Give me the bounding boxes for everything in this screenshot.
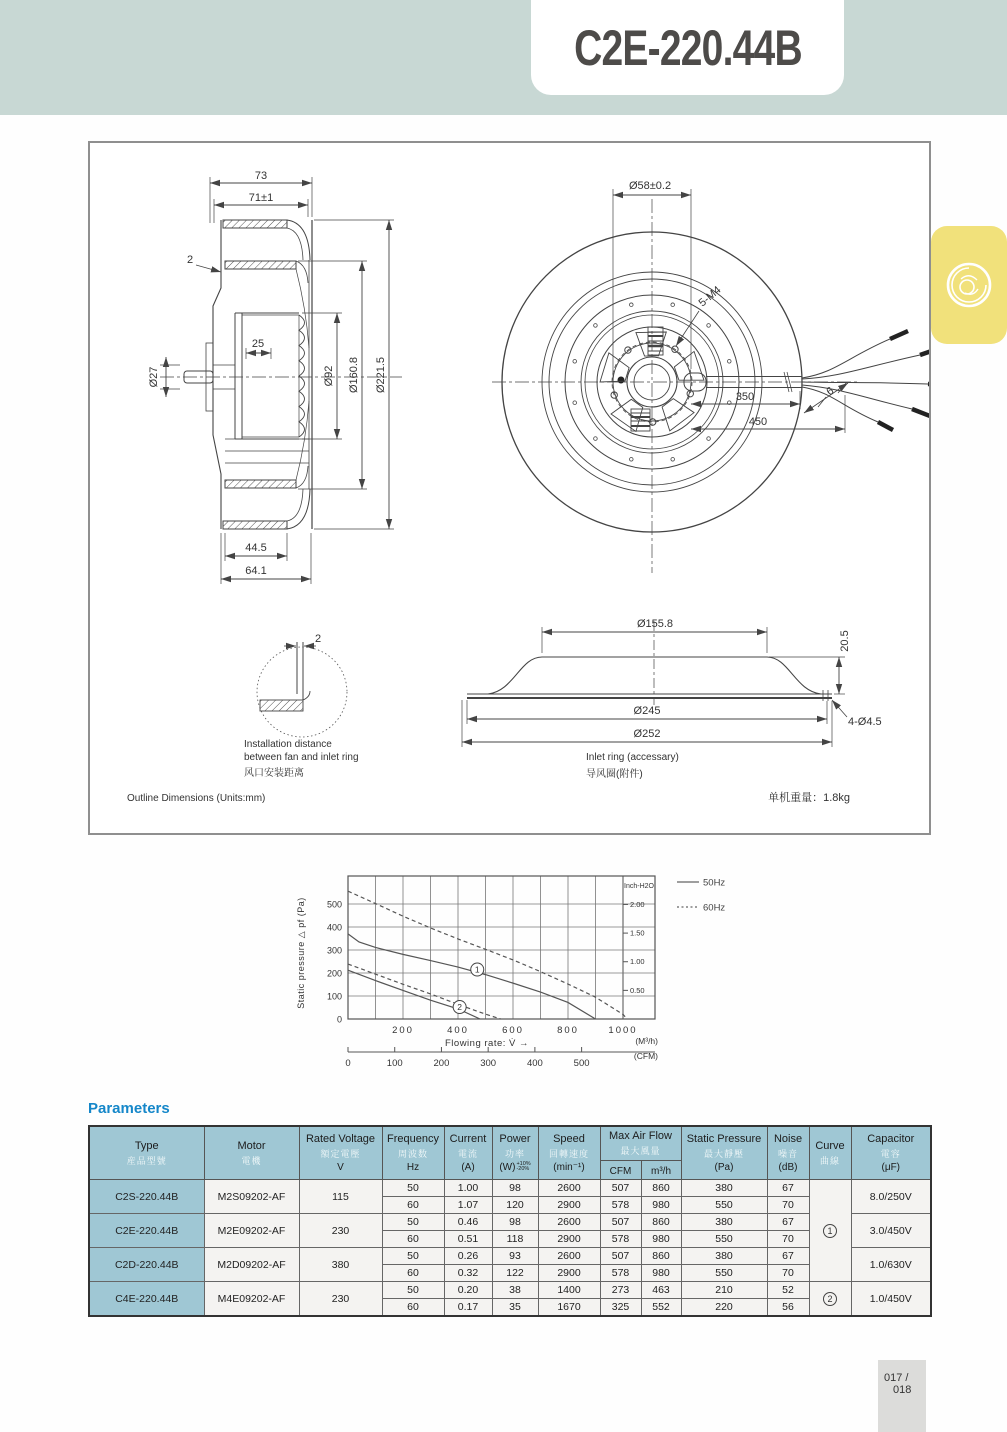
cell-voltage: 380 [299, 1248, 382, 1282]
cell-hz: 60 [382, 1197, 444, 1214]
header-unit: Hz [406, 1162, 420, 1173]
header-en: Power [499, 1132, 531, 1145]
col-header-cfm [600, 1161, 641, 1180]
col-header-voltage [299, 1126, 382, 1180]
outline-dimensions-note: Outline Dimensions (Units:mm) [127, 793, 266, 804]
svg-text:1: 1 [474, 964, 480, 975]
front-view [492, 180, 929, 573]
model-title-box [531, 0, 844, 95]
cell-cfm: 578 [600, 1265, 641, 1282]
curve-number-badge: 1 [823, 1224, 837, 1238]
svg-text:60Hz: 60Hz [703, 902, 726, 914]
col-header-motor [204, 1126, 299, 1180]
cell-a: 0.17 [444, 1299, 492, 1317]
cell-hz: 60 [382, 1299, 444, 1317]
cell-capacitor: 8.0/250V [851, 1180, 931, 1214]
cell-w: 35 [492, 1299, 538, 1317]
header-unit: (min⁻¹) [553, 1162, 585, 1173]
cell-hz: 50 [382, 1248, 444, 1265]
dim-64: 64.1 [245, 565, 267, 577]
header-cn: 回轉速度 [548, 1149, 589, 1159]
dim-205: 20.5 [839, 630, 851, 652]
header-cn: 産品型號 [126, 1155, 167, 1166]
parameters-heading: Parameters [88, 1100, 170, 1117]
cell-a: 1.07 [444, 1197, 492, 1214]
cell-pa: 220 [681, 1299, 767, 1317]
header-unit: CFM [609, 1165, 632, 1177]
header-row [89, 1126, 931, 1161]
svg-text:Static pressure △ pf (Pa): Static pressure △ pf (Pa) [296, 897, 306, 1009]
dim-160: Ø160.8 [348, 356, 360, 394]
cell-w: 118 [492, 1231, 538, 1248]
cell-speed: 2600 [538, 1214, 600, 1231]
cell-curve [809, 1180, 851, 1282]
header-en: Frequency [387, 1133, 439, 1145]
cell-hz: 50 [382, 1180, 444, 1197]
dim-58: Ø58±0.2 [628, 180, 672, 192]
header-unit: (A) [461, 1162, 475, 1173]
drawing-footnotes [127, 790, 850, 804]
cell-pa: 550 [681, 1265, 767, 1282]
svg-text:500: 500 [573, 1058, 590, 1069]
header-cn: 最大靜壓 [703, 1149, 744, 1159]
cell-a: 0.46 [444, 1214, 492, 1231]
cell-m3h: 980 [641, 1197, 681, 1214]
cell-a: 0.20 [444, 1282, 492, 1299]
cell-cfm: 273 [600, 1282, 641, 1299]
cell-db: 70 [767, 1265, 809, 1282]
svg-text:300: 300 [480, 1058, 497, 1069]
header-unit: (μF) [881, 1162, 901, 1173]
inlet-ring-view [244, 618, 882, 780]
col-header-power [492, 1126, 538, 1180]
svg-text:(M³/h): (M³/h) [635, 1036, 658, 1046]
header-banner [0, 0, 1007, 115]
cell-db: 52 [767, 1282, 809, 1299]
header-unit [493, 1162, 538, 1173]
cell-m3h: 552 [641, 1299, 681, 1317]
cell-a: 0.26 [444, 1248, 492, 1265]
table-body [89, 1180, 931, 1317]
header-unit: m³/h [651, 1165, 671, 1177]
cell-m3h: 860 [641, 1180, 681, 1197]
power-tolerance [516, 1162, 530, 1173]
table-header [89, 1126, 931, 1180]
cell-a: 0.51 [444, 1231, 492, 1248]
tolerance-plus: +10% [516, 1160, 531, 1167]
cell-cfm: 578 [600, 1197, 641, 1214]
header-cn: 最大風量 [620, 1146, 661, 1156]
page-number-line2: 018 [893, 1384, 912, 1396]
svg-text:50Hz: 50Hz [703, 877, 726, 889]
header-en: Motor [237, 1139, 266, 1152]
brand-logo-icon [943, 259, 995, 311]
svg-text:600: 600 [502, 1025, 524, 1036]
cell-voltage: 230 [299, 1214, 382, 1248]
svg-text:200: 200 [433, 1058, 450, 1069]
cell-voltage: 230 [299, 1282, 382, 1317]
col-header-frequency [382, 1126, 444, 1180]
dim-155: Ø155.8 [636, 618, 674, 630]
cell-hz: 50 [382, 1282, 444, 1299]
col-header-capacitor [851, 1126, 931, 1180]
inlet-ring-label-cn: 导风圈(附件) [586, 769, 643, 780]
cell-motor: M2E09202-AF [204, 1214, 299, 1248]
cell-w: 98 [492, 1180, 538, 1197]
dim-252: Ø252 [633, 728, 661, 740]
dim-73: 73 [254, 170, 268, 182]
cell-motor: M2D09202-AF [204, 1248, 299, 1282]
table-row [89, 1180, 931, 1197]
cell-a: 0.32 [444, 1265, 492, 1282]
header-en: Capacitor [867, 1133, 915, 1145]
cell-db: 70 [767, 1197, 809, 1214]
cell-db: 67 [767, 1180, 809, 1197]
header-en: Static Pressure [686, 1133, 762, 1145]
cell-w: 38 [492, 1282, 538, 1299]
cell-speed: 1670 [538, 1299, 600, 1317]
cell-w: 93 [492, 1248, 538, 1265]
cell-motor: M2S09202-AF [204, 1180, 299, 1214]
header-cn: 周波数 [397, 1149, 428, 1159]
header-cn: 電容 [880, 1149, 901, 1159]
svg-text:400: 400 [447, 1025, 469, 1036]
technical-drawing [90, 143, 929, 833]
col-header-airflow [600, 1126, 681, 1161]
cell-hz: 50 [382, 1214, 444, 1231]
col-header-speed [538, 1126, 600, 1180]
cell-cfm: 507 [600, 1248, 641, 1265]
cell-curve [809, 1282, 851, 1317]
col-header-pressure [681, 1126, 767, 1180]
cell-m3h: 860 [641, 1214, 681, 1231]
inlet-ring-label-en: Inlet ring (accessary) [586, 752, 679, 763]
side-view [148, 170, 402, 584]
dim-ring-2: 2 [314, 633, 322, 645]
parameters-table [88, 1125, 932, 1317]
unit-text: (W) [499, 1162, 516, 1174]
svg-text:0: 0 [336, 1014, 342, 1025]
header-cn: 電機 [241, 1155, 262, 1166]
cell-pa: 550 [681, 1231, 767, 1248]
tolerance-minus: -20% [516, 1166, 530, 1173]
dim-245: Ø245 [633, 705, 661, 717]
table-row [89, 1248, 931, 1265]
svg-text:0.50: 0.50 [630, 985, 645, 995]
svg-text:2.00: 2.00 [630, 899, 645, 909]
cell-hz: 60 [382, 1231, 444, 1248]
dim-45: 4-Ø4.5 [848, 716, 882, 728]
cell-pa: 210 [681, 1282, 767, 1299]
svg-text:400: 400 [326, 922, 342, 933]
svg-text:0: 0 [345, 1058, 351, 1069]
cell-pa: 550 [681, 1197, 767, 1214]
page-title: C2E-220.44B [573, 19, 802, 76]
cell-speed: 2600 [538, 1248, 600, 1265]
dim-221: Ø221.5 [375, 356, 387, 394]
page-number-line1: 017 / [884, 1372, 909, 1384]
svg-text:Flowing rate: V̇ →: Flowing rate: V̇ → [445, 1038, 529, 1049]
cell-w: 120 [492, 1197, 538, 1214]
dim-44: 44.5 [245, 542, 267, 554]
table-row [89, 1282, 931, 1299]
svg-text:1.50: 1.50 [630, 928, 645, 938]
dim-25: 25 [251, 338, 265, 350]
cell-capacitor: 1.0/450V [851, 1282, 931, 1317]
curve-number-badge: 2 [823, 1292, 837, 1306]
cell-db: 67 [767, 1214, 809, 1231]
cell-voltage: 115 [299, 1180, 382, 1214]
svg-text:800: 800 [557, 1025, 579, 1036]
dim-450: 450 [748, 416, 768, 428]
cell-m3h: 860 [641, 1248, 681, 1265]
performance-chart [292, 858, 737, 1098]
cell-type: C4E-220.44B [89, 1282, 204, 1317]
cell-cfm: 578 [600, 1231, 641, 1248]
svg-text:100: 100 [386, 1058, 403, 1069]
cell-pa: 380 [681, 1214, 767, 1231]
install-note-line2: between fan and inlet ring [244, 752, 359, 763]
dim-27: Ø27 [148, 366, 160, 388]
cell-speed: 2900 [538, 1265, 600, 1282]
col-header-m3h [641, 1161, 681, 1180]
cell-m3h: 980 [641, 1265, 681, 1282]
col-header-noise [767, 1126, 809, 1180]
cell-speed: 2900 [538, 1231, 600, 1248]
header-en: Type [134, 1139, 159, 1152]
page-number [878, 1360, 926, 1432]
cell-hz: 60 [382, 1265, 444, 1282]
header-en: Max Air Flow [609, 1130, 672, 1142]
svg-text:100: 100 [326, 991, 342, 1002]
header-cn: 功率 [504, 1148, 525, 1159]
cell-w: 122 [492, 1265, 538, 1282]
header-cn: 曲線 [819, 1155, 840, 1166]
dim-71: 71±1 [248, 192, 274, 204]
cell-type: C2S-220.44B [89, 1180, 204, 1214]
header-en: Rated Voltage [305, 1133, 376, 1145]
svg-text:Inch-H2O: Inch-H2O [624, 883, 654, 890]
unit-weight-note: 单机重量：1.8kg [768, 792, 850, 804]
col-header-current [444, 1126, 492, 1180]
header-unit: V [337, 1162, 344, 1173]
cell-type: C2E-220.44B [89, 1214, 204, 1248]
header-en: Noise [773, 1133, 803, 1145]
dim-2-gap: 2 [186, 254, 194, 266]
cell-m3h: 463 [641, 1282, 681, 1299]
cell-cfm: 325 [600, 1299, 641, 1317]
cell-cfm: 507 [600, 1180, 641, 1197]
cell-pa: 380 [681, 1248, 767, 1265]
dim-5m4: 5-M4 [696, 284, 724, 310]
svg-text:500: 500 [326, 899, 342, 910]
svg-text:300: 300 [326, 945, 342, 956]
install-note-cn: 风口安装距离 [244, 768, 304, 779]
dim-6: 6 [824, 384, 837, 399]
svg-text:200: 200 [392, 1025, 414, 1036]
header-en: Curve [815, 1139, 845, 1152]
cell-capacitor: 1.0/630V [851, 1248, 931, 1282]
header-cn: 額定電壓 [320, 1149, 361, 1159]
install-note-line1: Installation distance [244, 739, 332, 750]
cell-pa: 380 [681, 1180, 767, 1197]
cell-db: 70 [767, 1231, 809, 1248]
brand-tab [931, 226, 1007, 344]
dim-92: Ø92 [323, 365, 335, 387]
cell-m3h: 980 [641, 1231, 681, 1248]
header-unit: (Pa) [714, 1162, 734, 1173]
cell-type: C2D-220.44B [89, 1248, 204, 1282]
svg-text:1.00: 1.00 [630, 957, 645, 967]
curve1-60Hz [348, 891, 627, 1019]
col-header-type [89, 1126, 204, 1180]
col-header-curve [809, 1126, 851, 1180]
cell-speed: 2900 [538, 1197, 600, 1214]
header-cn: 噪音 [777, 1149, 798, 1159]
svg-text:(CFM): (CFM) [633, 1051, 658, 1061]
cell-w: 98 [492, 1214, 538, 1231]
cell-cfm: 507 [600, 1214, 641, 1231]
cell-db: 67 [767, 1248, 809, 1265]
header-en: Current [449, 1133, 487, 1145]
svg-text:400: 400 [526, 1058, 543, 1069]
cell-motor: M4E09202-AF [204, 1282, 299, 1317]
header-en: Speed [553, 1133, 585, 1145]
svg-text:1000: 1000 [608, 1025, 638, 1036]
cell-speed: 1400 [538, 1282, 600, 1299]
header-cn: 電流 [457, 1149, 478, 1159]
cell-a: 1.00 [444, 1180, 492, 1197]
svg-text:2: 2 [457, 1002, 463, 1013]
cell-capacitor: 3.0/450V [851, 1214, 931, 1248]
table-row [89, 1214, 931, 1231]
svg-text:200: 200 [326, 968, 342, 979]
cell-db: 56 [767, 1299, 809, 1317]
cell-speed: 2600 [538, 1180, 600, 1197]
curve1-50Hz [348, 934, 596, 1019]
dim-350: 350 [735, 391, 755, 403]
header-unit: (dB) [778, 1162, 798, 1173]
outline-drawing-box [88, 141, 931, 835]
